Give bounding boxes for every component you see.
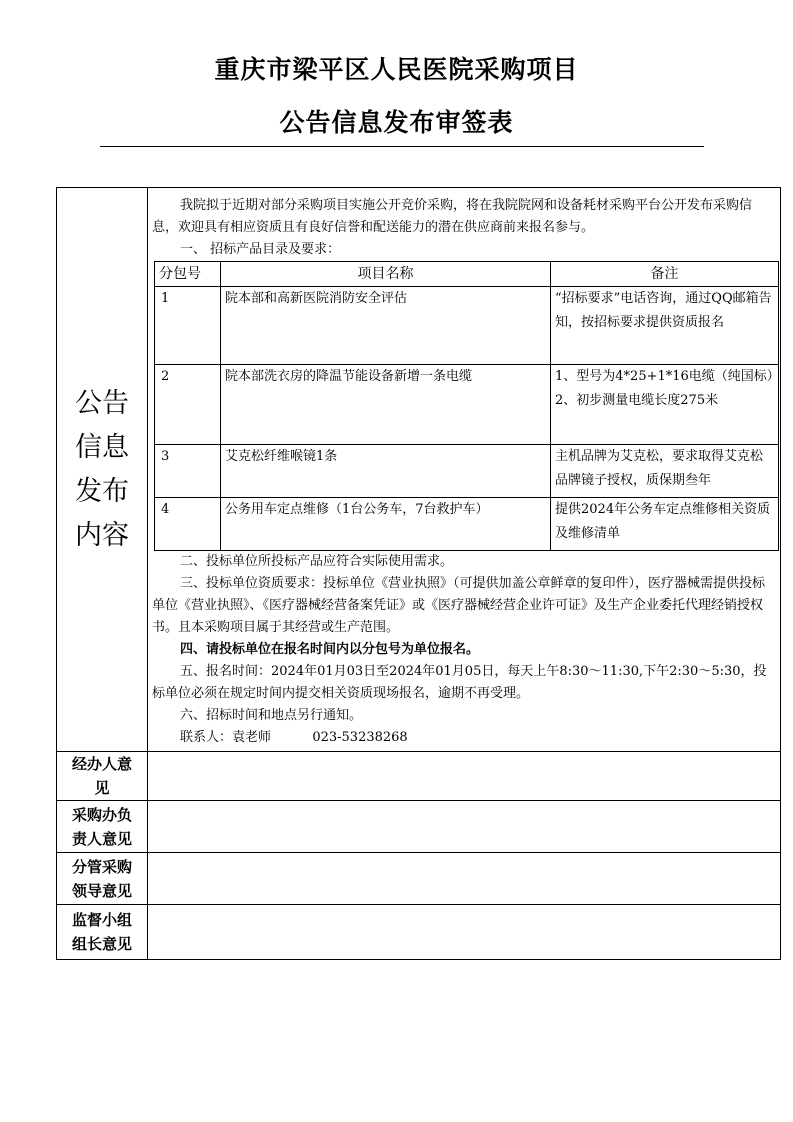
- package-no: 1: [155, 287, 221, 365]
- signature-row: [57, 905, 781, 960]
- announcement-content: [148, 188, 781, 752]
- section-5: 五、报名时间：2024年01月03日至2024年01月05日，每天上午8:30～11:30,下午2:30～5:30，投标单位必须在规定时间内提交相关资质现场报名，逾期不再受理。: [152, 664, 767, 701]
- signature-row: [57, 801, 781, 853]
- section-4: 四、请投标单位在报名时间内以分包号为单位报名。: [180, 642, 480, 657]
- column-header-project-name: 项目名称: [221, 262, 551, 287]
- intro-paragraph: 我院拟于近期对部分采购项目实施公开竞价采购，将在我院院网和设备耗材采购平台公开发布采购信息，欢迎具有相应资质且有良好信誉和配送能力的潜在供应商前来报名参与。: [152, 198, 753, 235]
- remarks: 主机品牌为艾克松，要求取得艾克松品牌镜子授权，质保期叁年: [551, 445, 779, 498]
- section-3: 三、投标单位资质要求：投标单位《营业执照》（可提供加盖公章鲜章的复印件），医疗器械需提供投标单位《营业执照》、《医疗器械经营备案凭证》或《医疗器械经营企业许可证》及生产企业委托代理经销授权书。且本采购项目属于其经营或生产范围。: [152, 576, 766, 635]
- leader-opinion-field[interactable]: [148, 853, 781, 905]
- title-divider: [100, 146, 704, 147]
- package-no: 3: [155, 445, 221, 498]
- procurement-head-opinion-label: 采购办负 责人意见: [57, 801, 148, 853]
- column-header-package-no: 分包号: [155, 262, 221, 287]
- section-6: 六、招标时间和地点另行通知。: [180, 708, 363, 723]
- items-table-header: [155, 262, 779, 287]
- document-title: 重庆市梁平区人民医院采购项目: [214, 55, 579, 84]
- remarks-line: 2、初步测量电缆长度275米: [555, 393, 719, 408]
- table-row: [155, 287, 779, 365]
- handler-opinion-field[interactable]: [148, 752, 781, 801]
- announcement-row: [57, 188, 781, 752]
- signature-row: [57, 752, 781, 801]
- package-no: 2: [155, 365, 221, 445]
- remarks: 提供2024年公务车定点维修相关资质及维修清单: [551, 498, 779, 551]
- table-row: [155, 365, 779, 445]
- supervisor-opinion-field[interactable]: [148, 905, 781, 960]
- items-table: [154, 261, 779, 551]
- section-1-heading: 一、 招标产品目录及要求：: [180, 242, 341, 257]
- leader-opinion-label: 分管采购 领导意见: [57, 853, 148, 905]
- project-name: 公务用车定点维修（1台公务车，7台救护车）: [221, 498, 551, 551]
- document-subtitle: 公告信息发布审签表: [279, 108, 514, 137]
- project-name: 院本部洗衣房的降温节能设备新增一条电缆: [221, 365, 551, 445]
- remarks: “招标要求”电话咨询，通过QQ邮箱告知，按招标要求提供资质报名: [551, 287, 779, 365]
- table-row: [155, 498, 779, 551]
- project-name: 艾克松纤维喉镜1条: [221, 445, 551, 498]
- column-header-remarks: 备注: [551, 262, 779, 287]
- contact-line: 联系人：袁老师 023-53238268: [180, 730, 408, 745]
- table-row: [155, 445, 779, 498]
- supervisor-opinion-label: 监督小组 组长意见: [57, 905, 148, 960]
- signature-row: [57, 853, 781, 905]
- package-no: 4: [155, 498, 221, 551]
- procurement-head-opinion-field[interactable]: [148, 801, 781, 853]
- announcement-label: 公告 信息 发布 内容: [57, 188, 148, 752]
- project-name: 院本部和高新医院消防安全评估: [221, 287, 551, 365]
- remarks: [551, 365, 779, 445]
- approval-form: [56, 187, 781, 960]
- handler-opinion-label: 经办人意 见: [57, 752, 148, 801]
- section-2: 二、投标单位所投标产品应符合实际使用需求。: [180, 554, 454, 569]
- remarks-line: 1、型号为4*25+1*16电缆（纯国标）: [555, 369, 780, 384]
